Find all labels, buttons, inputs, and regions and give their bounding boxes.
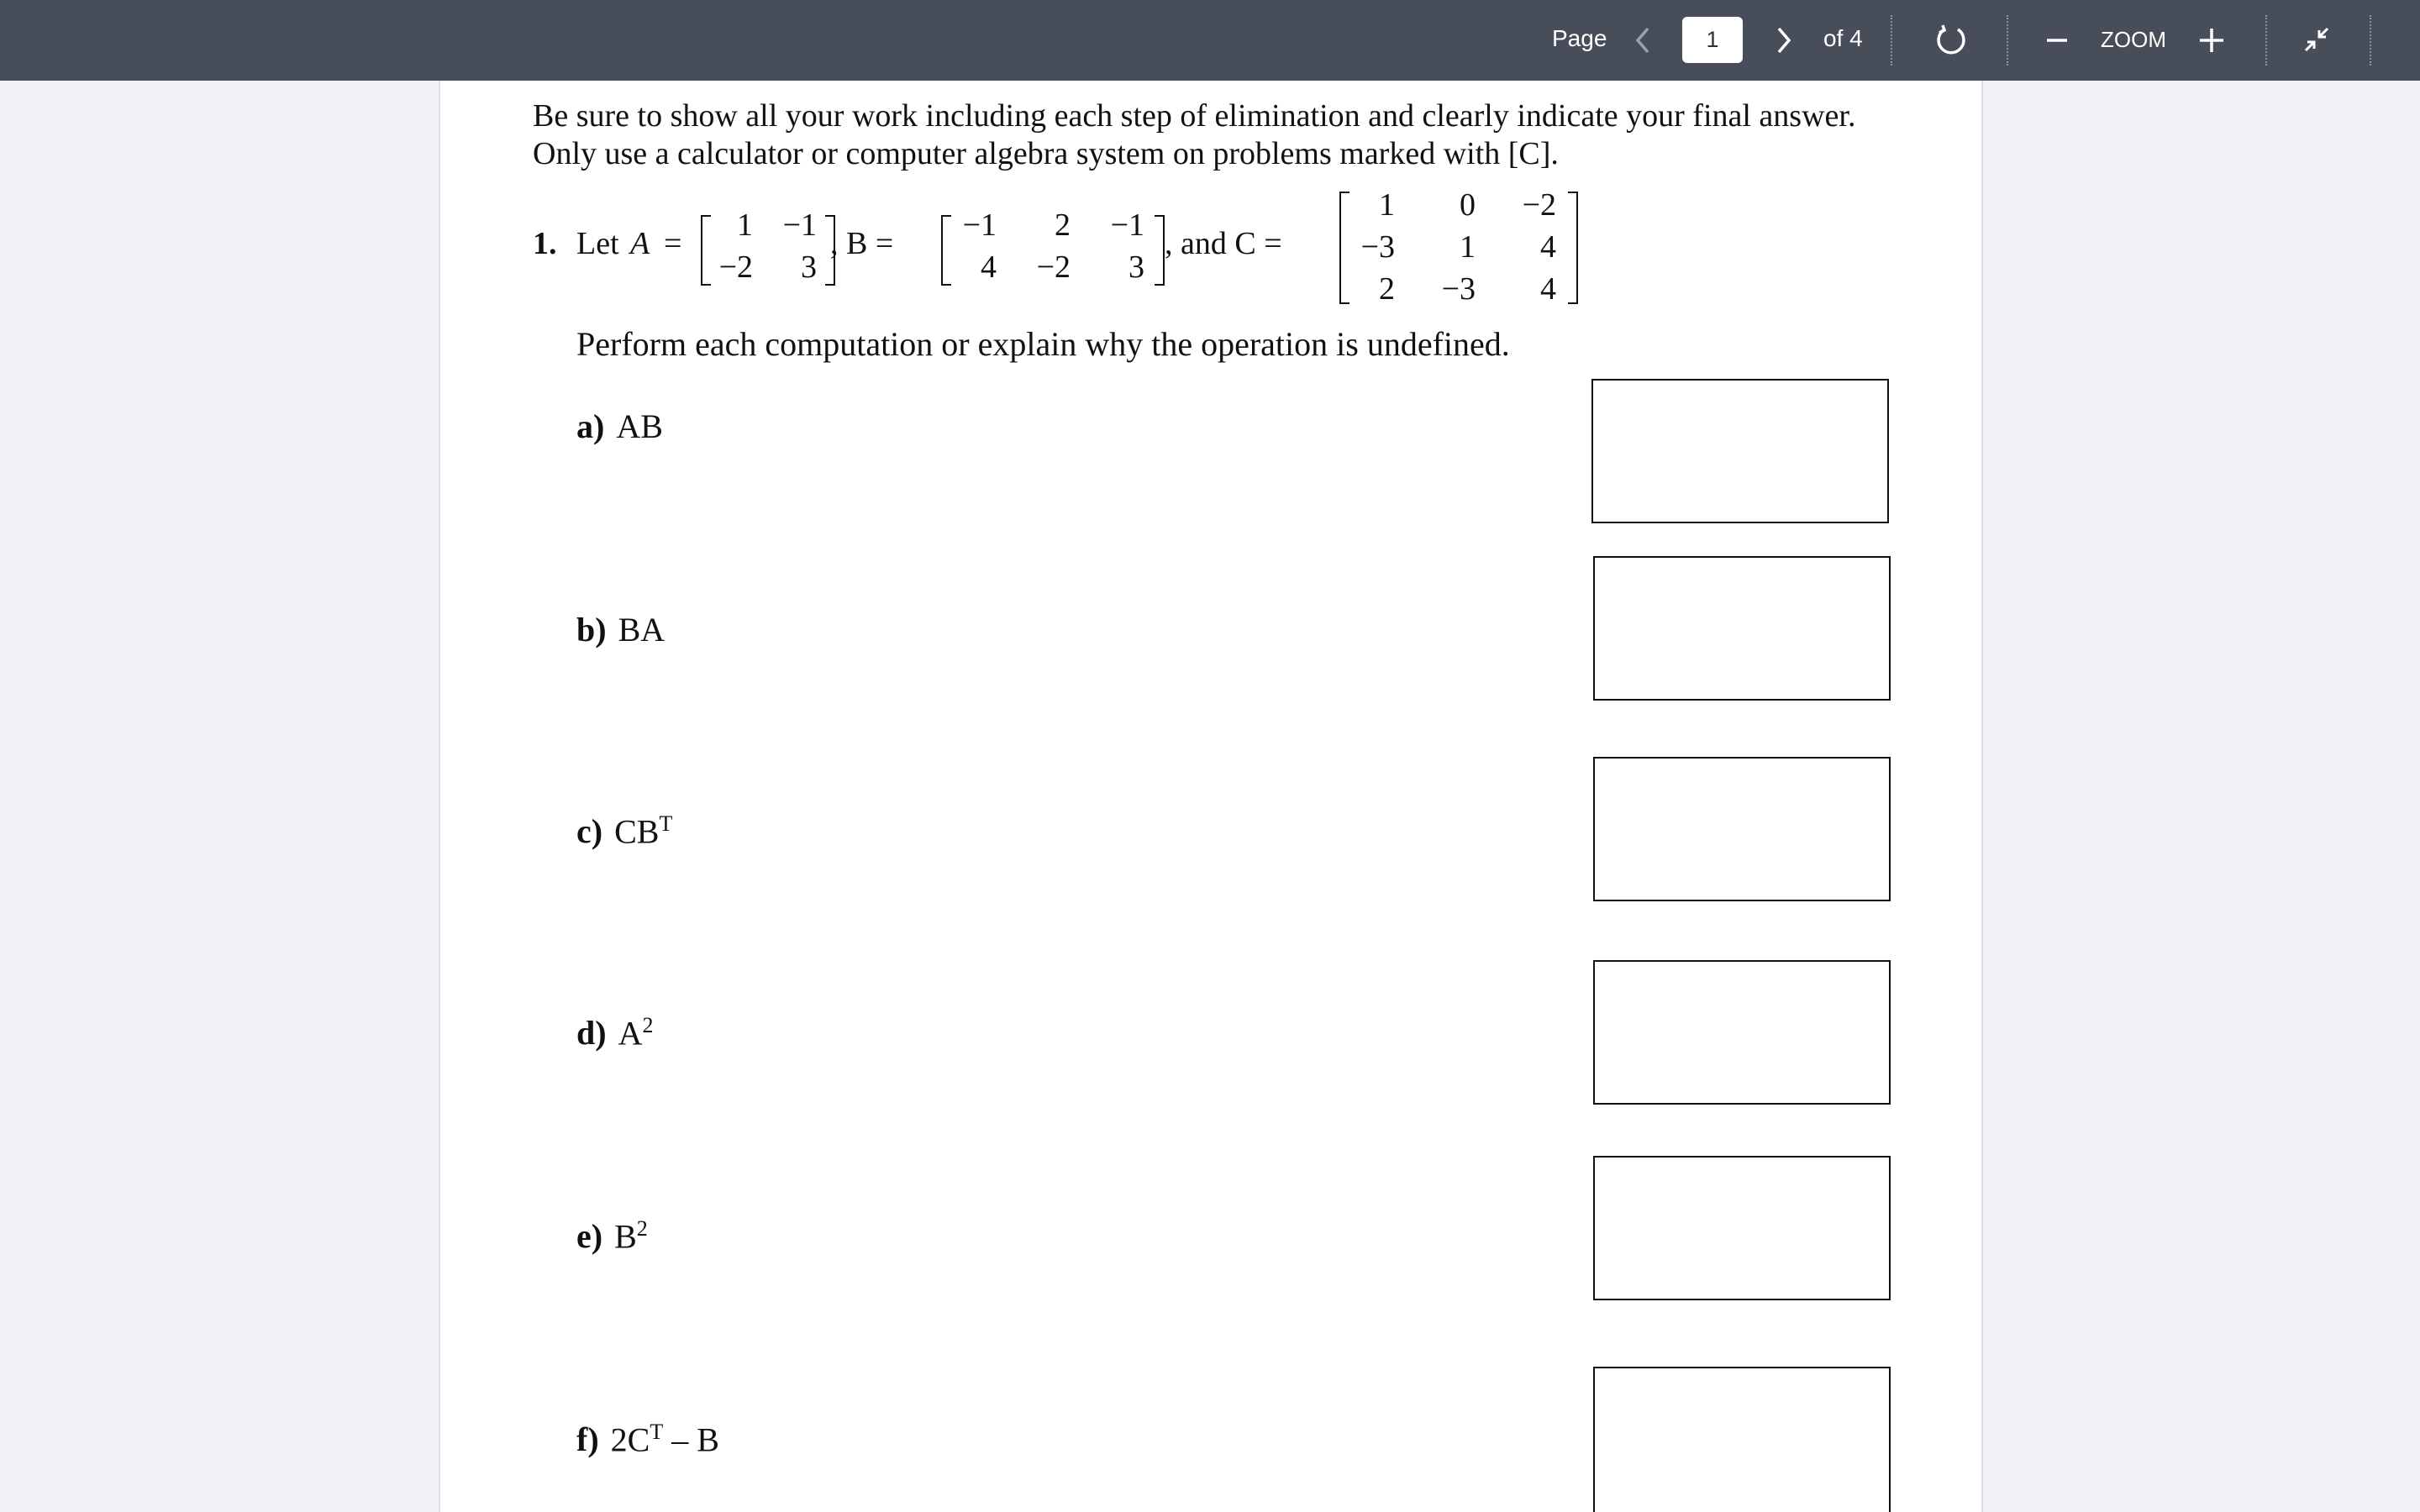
instructions	[533, 97, 1855, 173]
rotate-icon	[1933, 22, 1970, 59]
bracket	[1568, 192, 1578, 304]
toolbar-divider	[2265, 15, 2267, 66]
part-label: a)	[576, 407, 605, 445]
matrix-cell: −2	[718, 249, 753, 285]
comma-and-c-text: , and C =	[1165, 226, 1282, 261]
matrix-a	[701, 190, 852, 299]
part-superscript: T	[650, 1420, 664, 1444]
collapse-icon	[2299, 22, 2336, 59]
matrix-cell: 2	[1379, 271, 1395, 307]
pdf-toolbar	[0, 0, 2420, 81]
part-superscript: T	[659, 811, 673, 836]
intro-line-2: Only use a calculator or computer algebra system on problems marked with [C].	[533, 136, 1559, 171]
answer-box-b[interactable]	[1593, 556, 1891, 701]
problem-instruction: Perform each computation or explain why the operation is undefined.	[576, 325, 1510, 363]
zoom-in-icon	[2196, 25, 2227, 55]
part-f	[576, 1420, 719, 1459]
answer-box-e[interactable]	[1593, 1156, 1891, 1300]
let-text: Let	[576, 226, 619, 261]
part-a	[576, 407, 663, 446]
part-d	[576, 1013, 653, 1053]
part-expression: CB	[614, 812, 660, 851]
part-expression: 2C	[610, 1420, 650, 1459]
matrix-cell: 1	[1460, 229, 1476, 265]
matrix-cell: −1	[962, 207, 997, 243]
matrix-cell: 2	[1055, 207, 1071, 243]
comma-b-text: , B =	[830, 226, 894, 261]
part-expression-tail: – B	[663, 1420, 719, 1459]
total-pages-label: of 4	[1823, 25, 1863, 51]
answer-box-c[interactable]	[1593, 757, 1891, 901]
problem-number: 1.	[533, 226, 557, 261]
answer-box-a[interactable]	[1591, 379, 1889, 523]
zoom-out-icon	[2042, 25, 2072, 55]
next-page-button[interactable]	[1760, 17, 1807, 64]
part-label: d)	[576, 1014, 607, 1053]
part-expression: BA	[618, 611, 666, 648]
matrix-c	[1339, 187, 1591, 316]
matrix-cell: 0	[1460, 187, 1476, 223]
intro-line-1: Be sure to show all your work including each step of elimination and clearly indicate your final answer.	[533, 98, 1856, 134]
matrix-cell: −2	[1036, 249, 1071, 285]
matrix-cell: 4	[981, 249, 997, 285]
page-number-input[interactable]	[1682, 17, 1743, 63]
matrix-cell: −3	[1360, 229, 1395, 265]
pdf-page	[439, 81, 1983, 1512]
toolbar-divider	[1891, 15, 1892, 66]
part-expression: B	[614, 1217, 637, 1256]
equals-sign: =	[664, 226, 682, 261]
matrix-cell: 3	[1128, 249, 1144, 285]
matrix-cell: −1	[782, 207, 817, 243]
matrix-cell: 4	[1540, 229, 1556, 265]
toolbar-divider	[2370, 15, 2371, 66]
matrix-b	[941, 190, 1176, 299]
answer-box-d[interactable]	[1593, 960, 1891, 1105]
toolbar-divider	[2007, 15, 2008, 66]
page-label: Page	[1552, 25, 1607, 51]
matrix-a-name: A	[630, 226, 650, 261]
matrix-cell: −3	[1441, 271, 1476, 307]
part-superscript: 2	[642, 1013, 654, 1037]
rotate-button[interactable]	[1928, 17, 1975, 64]
part-expression: A	[618, 1014, 643, 1053]
chevron-left-icon	[1631, 24, 1656, 57]
zoom-in-button[interactable]	[2188, 17, 2235, 64]
zoom-label: ZOOM	[2101, 27, 2166, 52]
part-c	[576, 811, 672, 851]
matrix-cell: 1	[737, 207, 753, 243]
matrix-cell: 4	[1540, 271, 1556, 307]
part-e	[576, 1216, 648, 1256]
bracket	[1155, 215, 1165, 286]
part-expression: AB	[616, 407, 663, 445]
part-b	[576, 610, 665, 649]
matrix-cell: 1	[1379, 187, 1395, 223]
chevron-right-icon	[1770, 24, 1796, 57]
exit-fullscreen-button[interactable]	[2294, 17, 2341, 64]
part-label: f)	[576, 1420, 599, 1459]
matrix-cell: −2	[1522, 187, 1556, 223]
zoom-out-button[interactable]	[2033, 17, 2081, 64]
part-label: c)	[576, 812, 603, 851]
part-label: b)	[576, 611, 607, 648]
previous-page-button[interactable]	[1620, 17, 1667, 64]
answer-box-f[interactable]	[1593, 1367, 1891, 1512]
part-superscript: 2	[636, 1216, 648, 1241]
part-label: e)	[576, 1217, 603, 1256]
matrix-cell: −1	[1110, 207, 1144, 243]
matrix-cell: 3	[801, 249, 817, 285]
